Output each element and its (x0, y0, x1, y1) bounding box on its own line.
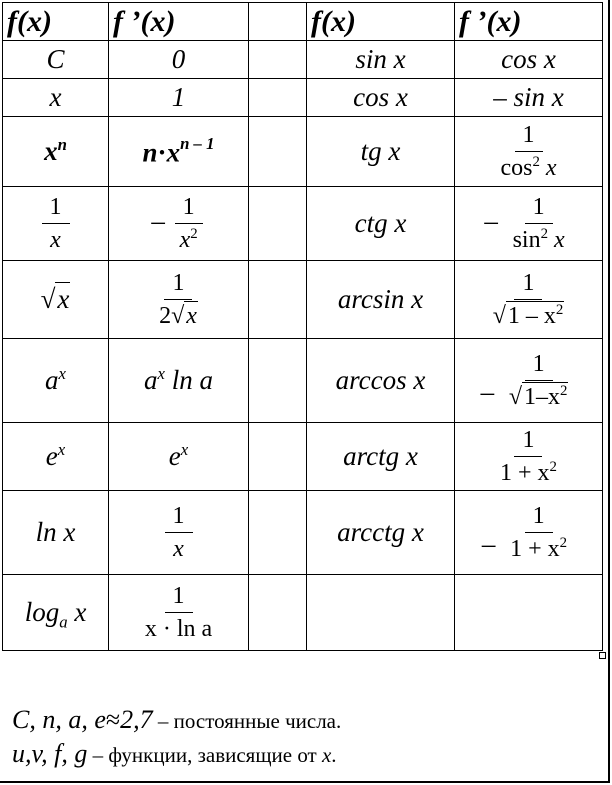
fraction-denominator (505, 224, 573, 252)
radical-sign: √ (492, 303, 506, 329)
derivative-cell (109, 339, 249, 423)
resize-handle[interactable] (599, 652, 606, 659)
header-row (3, 3, 603, 41)
fraction-denominator (502, 533, 575, 561)
denominator-base: 1 + x (510, 536, 560, 562)
fraction (165, 504, 193, 561)
function-cell (3, 261, 109, 339)
fraction-numerator: 1 (514, 428, 542, 457)
fraction-numerator: 1 (42, 195, 70, 224)
log-base: a (59, 612, 68, 632)
function-cell: C (3, 41, 109, 79)
minus-sign: – (480, 376, 495, 407)
functions-description: – функции, зависящие от (92, 743, 322, 767)
power-base: a (144, 365, 158, 395)
power-exponent: n (57, 135, 67, 154)
header-derivative: f ’(x) (455, 3, 603, 41)
empty-cell (307, 575, 455, 651)
power-exponent: 2 (549, 459, 557, 475)
fraction-numerator: 1 (514, 271, 542, 300)
derivative-cell: 1 (109, 79, 249, 117)
derivative-cell (109, 491, 249, 575)
fraction-numerator: 1 (165, 584, 193, 613)
function-cell: arctg x (307, 423, 455, 491)
fraction-numerator: 1 (515, 123, 543, 152)
spacer-cell (249, 575, 307, 651)
radicand (522, 382, 568, 410)
spacer-cell (249, 117, 307, 187)
function-cell (3, 423, 109, 491)
power-exponent: n – 1 (180, 134, 215, 154)
spacer-cell (249, 491, 307, 575)
power-base: e (45, 441, 58, 471)
spacer-cell (249, 423, 307, 491)
function-cell: arcctg x (307, 491, 455, 575)
function-cell: ln x (3, 491, 109, 575)
power-exponent: 2 (532, 154, 540, 170)
radicand: x (186, 303, 197, 329)
table-row (3, 491, 603, 575)
header-derivative: f ’(x) (109, 3, 249, 41)
derivative-cell (109, 575, 249, 651)
variable: x (50, 227, 61, 253)
function-cell (3, 339, 109, 423)
header-function: f(x) (3, 3, 109, 41)
fraction (502, 504, 575, 561)
function-symbols: u,v, f, g (12, 739, 88, 768)
function-cell (3, 187, 109, 261)
fraction-numerator: 1 (525, 352, 553, 381)
fraction (42, 195, 70, 252)
variable: x (321, 743, 332, 767)
spacer-cell (249, 187, 307, 261)
minus-sign: – (481, 528, 496, 559)
radical-sign: √ (508, 384, 522, 410)
power-exponent: 2 (559, 383, 568, 399)
minus-sign: – (484, 205, 498, 236)
power-exponent: 2 (555, 302, 564, 318)
derivative-cell (109, 117, 249, 187)
function-cell (3, 117, 109, 187)
log-term: ln a (171, 365, 213, 395)
fraction-denominator (42, 224, 69, 252)
functions-note (12, 739, 341, 773)
fraction-denominator (492, 152, 564, 180)
fraction-denominator: x · ln a (144, 616, 213, 642)
derivative-cell (109, 187, 249, 261)
table-row (3, 117, 603, 187)
derivative-cell (455, 423, 603, 491)
spacer-cell (249, 79, 307, 117)
coefficient: 2 (159, 303, 172, 329)
fraction-denominator (485, 300, 573, 328)
power-exponent: 2 (559, 535, 568, 551)
power-exponent: 2 (540, 226, 549, 242)
power-base: x (166, 137, 181, 168)
empty-cell (455, 575, 603, 651)
fraction-numerator: 1 (175, 195, 203, 224)
period: . (331, 743, 337, 767)
fraction (501, 352, 577, 409)
fraction (151, 271, 206, 328)
radical-sign: √ (40, 284, 56, 314)
fraction-denominator (165, 533, 192, 561)
derivative-cell (455, 491, 603, 575)
minus-sign: – (151, 205, 165, 236)
radicand-base: 1 – x (507, 303, 556, 329)
spacer-cell (249, 339, 307, 423)
derivative-cell (455, 339, 603, 423)
fraction-denominator (151, 300, 206, 328)
variable: x (545, 155, 557, 181)
fraction (172, 195, 206, 252)
function-cell: x (3, 79, 109, 117)
fraction-denominator (501, 381, 577, 409)
denominator-base: 1 + x (500, 460, 550, 486)
table-row (3, 423, 603, 491)
function-cell: tg x (307, 117, 455, 187)
radicand (506, 301, 564, 329)
function-cell (3, 575, 109, 651)
fraction (492, 123, 564, 180)
fraction (485, 271, 573, 328)
fraction-numerator: 1 (164, 271, 192, 300)
fraction-denominator (172, 224, 206, 252)
derivative-cell (455, 117, 603, 187)
function-cell: sin x (307, 41, 455, 79)
variable: x (554, 227, 565, 253)
fraction (137, 584, 220, 641)
function-name: cos (500, 155, 533, 181)
spacer-cell (249, 261, 307, 339)
derivative-cell: cos x (455, 41, 603, 79)
notes (12, 705, 341, 773)
function-cell: cos x (307, 79, 455, 117)
fraction (492, 428, 565, 485)
derivatives-table (2, 2, 603, 651)
table-row (3, 339, 603, 423)
power-exponent: x (180, 440, 189, 459)
table-row (3, 187, 603, 261)
spacer-cell (249, 41, 307, 79)
variable: x (74, 597, 87, 627)
header-function: f(x) (307, 3, 455, 41)
power-base: a (45, 365, 59, 395)
fraction-numerator: 1 (525, 504, 553, 533)
derivative-cell: – sin x (455, 79, 603, 117)
derivative-cell (109, 261, 249, 339)
power-exponent: x (58, 364, 66, 383)
derivative-cell (455, 261, 603, 339)
fraction (505, 195, 573, 252)
power-exponent: x (157, 364, 165, 383)
fraction-numerator: 1 (525, 195, 553, 224)
variable: x (179, 227, 191, 253)
power-exponent: x (57, 440, 66, 459)
e-value: 2,7 (120, 705, 153, 734)
coefficient: n (142, 137, 158, 168)
table-row (3, 41, 603, 79)
constant-symbols: C, n, a, e (12, 705, 106, 734)
function-cell: ctg x (307, 187, 455, 261)
radicand-base: 1–x (523, 384, 560, 410)
approx-sign: ≈ (105, 705, 121, 734)
variable: x (173, 536, 184, 562)
radicand: x (57, 284, 70, 314)
function-name: sin (512, 227, 541, 253)
table-row (3, 575, 603, 651)
function-cell: arcsin x (307, 261, 455, 339)
derivative-cell (455, 187, 603, 261)
table-row (3, 79, 603, 117)
spacer-cell (249, 3, 307, 41)
function-cell: arccos x (307, 339, 455, 423)
constants-description: – постоянные числа. (157, 709, 342, 733)
power-base: e (168, 441, 181, 471)
fraction-denominator (492, 457, 565, 485)
power-base: x (44, 136, 58, 166)
power-exponent: 2 (190, 226, 198, 242)
radical-sign: √ (171, 303, 185, 329)
constants-note (12, 705, 341, 739)
derivative-cell (109, 423, 249, 491)
derivative-cell: 0 (109, 41, 249, 79)
multiply-dot: · (157, 137, 167, 168)
table-row (3, 261, 603, 339)
function-name: log (24, 597, 60, 627)
fraction-numerator: 1 (165, 504, 193, 533)
